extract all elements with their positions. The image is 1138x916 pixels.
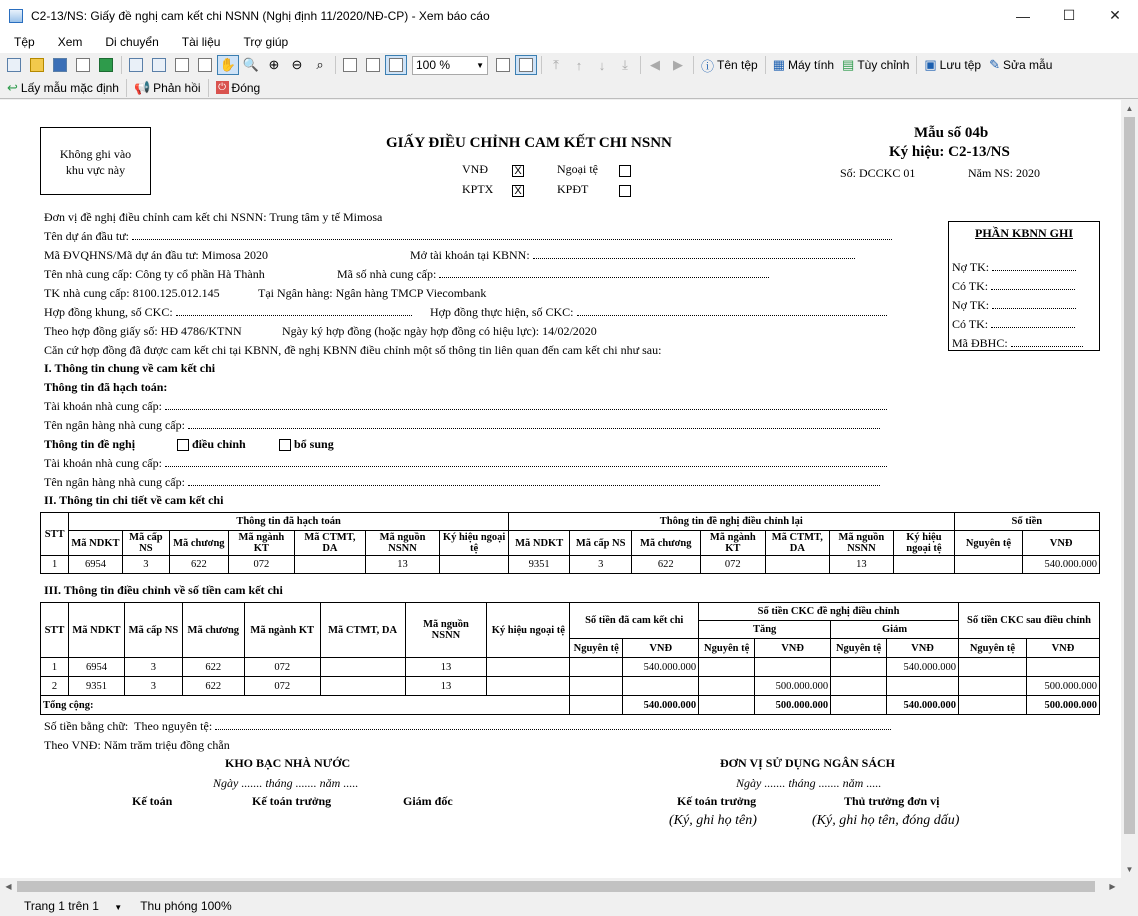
forward-button[interactable]: ▶ [673, 57, 683, 72]
th3-increase: Tăng [699, 621, 831, 639]
close-button[interactable]: ✕ [1109, 7, 1121, 23]
report-page [0, 100, 1121, 878]
horizontal-scroll-thumb[interactable] [17, 881, 1095, 892]
requesting-unit: Đơn vị đề nghị điều chỉnh cam kết chi NSNN: Trung tâm y tế Mimosa [44, 210, 383, 224]
th3-cap-ns: Mã cấp NS [124, 603, 182, 658]
foreign-currency-checkbox[interactable] [619, 165, 631, 177]
no-write-line2: khu vực này [65, 163, 126, 177]
project-name-label: Tên dự án đầu tư: [44, 229, 129, 243]
maximize-button[interactable]: ☐ [1062, 7, 1076, 23]
menu-tep[interactable]: Tệp [14, 35, 35, 49]
unit-head-title: Thủ trưởng đơn vị [844, 794, 940, 808]
cell-cap-ns: 3 [124, 658, 182, 677]
toolbar-separator [335, 56, 336, 74]
supplier-account-label-1: Tài khoản nhà cung cấp: [44, 399, 162, 413]
file-name-label: Tên tệp [717, 58, 758, 72]
report-title: GIẤY ĐIỀU CHỈNH CAM KẾT CHI NSNN [386, 135, 672, 151]
cell-nganh-kt-2: 072 [700, 556, 766, 574]
cell-ctmt [295, 556, 366, 574]
th-ctmt: Mã CTMT, DA [295, 531, 366, 556]
cell-decrease-vnd [887, 677, 959, 696]
horizontal-scrollbar[interactable] [0, 878, 1121, 895]
budget-year: Năm NS: 2020 [968, 166, 1040, 180]
page-width-button[interactable] [339, 55, 361, 75]
th-nguon-2: Mã nguồn NSNN [829, 531, 894, 556]
table-icon [129, 58, 143, 72]
total-row [41, 696, 1100, 715]
accountant-title: Kế toán [132, 794, 173, 808]
last-page-button[interactable]: ⤓ [622, 57, 628, 72]
calculator-button[interactable] [769, 55, 838, 75]
th3-committed: Số tiền đã cam kết chi [570, 603, 699, 639]
report-viewport[interactable] [0, 100, 1121, 878]
title-bar [0, 0, 1138, 31]
th3-after: Số tiền CKC sau điều chỉnh [958, 603, 1099, 639]
hand-tool-button[interactable]: ✋ [217, 55, 239, 75]
vnd-label: VNĐ [462, 162, 488, 176]
treasury-date: Ngày ....... tháng ....... năm ..... [213, 776, 359, 790]
th3-nt-3: Nguyên tệ [831, 639, 887, 658]
save-file-icon: ▣ [924, 57, 937, 72]
chevron-down-icon: ▼ [114, 902, 123, 912]
cell-committed-vnd [623, 677, 699, 696]
basis-statement: Căn cứ hợp đồng đã được cam kết chi tại KBNN, đề nghị KBNN điều chỉnh một số thông tin liên quan đến cam kết chi như sau: [44, 343, 662, 357]
find-button[interactable] [148, 55, 170, 75]
original-currency-label: Theo nguyên tệ: [134, 719, 213, 733]
th-nguyen-te: Nguyên tệ [954, 531, 1023, 556]
supplement-checkbox[interactable] [279, 439, 291, 451]
cell-committed-nt [570, 658, 623, 677]
customize-label: Tùy chỉnh [857, 58, 910, 72]
feedback-button[interactable] [130, 78, 205, 98]
foreign-currency-label: Ngoại tệ [557, 162, 598, 176]
save-file-label: Lưu tệp [939, 58, 982, 72]
contract-number: Theo hợp đồng giấy số: HĐ 4786/KTNN [44, 324, 242, 338]
scroll-right-icon[interactable]: ▶ [1109, 882, 1116, 891]
cell-kh-nt-2 [894, 556, 955, 574]
actual-size-button[interactable] [385, 55, 407, 75]
cell-nguon: 13 [365, 556, 440, 574]
cell-decrease-vnd: 540.000.000 [887, 658, 959, 677]
th-ctmt-2: Mã CTMT, DA [766, 531, 830, 556]
undo-arrow-icon: ↩ [7, 79, 18, 95]
page-indicator[interactable] [12, 899, 122, 913]
menu-tro-giup[interactable]: Trợ giúp [243, 35, 289, 49]
cell-after-nt [958, 677, 1026, 696]
amount-words-label: Số tiền bằng chữ: [44, 719, 129, 733]
th-chuong: Mã chương [170, 531, 228, 556]
zoom-select[interactable] [412, 56, 488, 75]
th3-ndkt: Mã NDKT [68, 603, 124, 658]
th3-nt-4: Nguyên tệ [958, 639, 1026, 658]
cell-after-vnd: 500.000.000 [1026, 677, 1099, 696]
scroll-corner [1121, 878, 1138, 895]
default-template-button[interactable] [3, 78, 123, 98]
cell-ndkt: 9351 [68, 677, 124, 696]
open-button[interactable] [26, 55, 48, 75]
single-page-icon [496, 58, 510, 72]
toolbar-separator [541, 56, 542, 74]
th3-vnd-2: VNĐ [755, 639, 831, 658]
whole-page-button[interactable] [362, 55, 384, 75]
th3-chuong: Mã chương [182, 603, 244, 658]
th-chuong-2: Mã chương [631, 531, 700, 556]
supplier-name: Tên nhà cung cấp: Công ty cổ phần Hà Thành [44, 267, 265, 281]
th3-ctmt: Mã CTMT, DA [320, 603, 405, 658]
app-icon [9, 9, 23, 23]
toolbar-separator [916, 56, 917, 74]
next-page-button[interactable]: ↓ [598, 57, 606, 73]
section-2-title: II. Thông tin chi tiết về cam kết chi [44, 493, 224, 507]
form-number: Mẫu số 04b [914, 125, 989, 141]
zoom-out-button[interactable]: ⊖ [291, 57, 303, 72]
supplier-account: TK nhà cung cấp: 8100.125.012.145 [44, 286, 220, 300]
floppy-icon [53, 58, 67, 72]
export-button[interactable] [72, 55, 94, 75]
menu-bar [0, 31, 1138, 53]
customize-icon: ▤ [842, 57, 855, 72]
table-row [41, 658, 1100, 677]
kbnn-co-tk-1: Có TK: [952, 279, 989, 293]
cell-chuong: 622 [170, 556, 228, 574]
cell-chuong: 622 [182, 658, 244, 677]
kbnn-no-tk-2: Nợ TK: [952, 298, 990, 312]
send-icon [99, 58, 113, 72]
cell-nganh-kt: 072 [244, 658, 320, 677]
th-stt: STT [41, 513, 69, 556]
close-report-label: Đóng [231, 80, 261, 95]
th-vnd: VNĐ [1023, 531, 1100, 556]
power-icon: ⏻ [216, 81, 229, 94]
th3-vnd-4: VNĐ [1026, 639, 1099, 658]
section-3-title: III. Thông tin điều chỉnh về số tiền cam kết chi [44, 583, 283, 597]
supplier-code-label: Mã số nhà cung cấp: [337, 267, 437, 281]
cell-cap-ns: 3 [122, 556, 169, 574]
export-icon [76, 58, 90, 72]
total-after-nt [958, 696, 1026, 715]
th3-vnd-1: VNĐ [623, 639, 699, 658]
execution-contract-label: Hợp đồng thực hiện, số CKC: [430, 305, 574, 319]
cell-increase-nt [699, 677, 755, 696]
actual-size-icon [389, 58, 403, 72]
supplier-bank: Tại Ngân hàng: Ngân hàng TMCP Viecombank [258, 286, 487, 300]
binoculars-icon [152, 58, 166, 72]
total-committed-vnd: 540.000.000 [623, 696, 699, 715]
megaphone-icon: 📢 [133, 79, 151, 95]
total-committed-nt [570, 696, 623, 715]
multi-page-button[interactable] [515, 55, 537, 75]
th3-proposed: Số tiền CKC đề nghị điều chỉnh [699, 603, 959, 621]
th3-nganh-kt: Mã ngành KT [244, 603, 320, 658]
cell-increase-nt [699, 658, 755, 677]
supplement-label: bổ sung [294, 437, 334, 451]
save-file-button[interactable] [920, 55, 985, 75]
cell-ctmt [320, 677, 405, 696]
folder-icon [30, 58, 44, 72]
budget-unit-heading: ĐƠN VỊ SỬ DỤNG NGÂN SÁCH [720, 756, 896, 770]
th-nganh-kt-2: Mã ngành KT [700, 531, 766, 556]
cell-increase-vnd: 500.000.000 [755, 677, 831, 696]
th-cap-ns-2: Mã cấp NS [570, 531, 632, 556]
th-kh-nt: Ký hiệu ngoại tệ [440, 531, 509, 556]
budget-unit-date: Ngày ....... tháng ....... năm ..... [736, 776, 882, 790]
table-row [41, 677, 1100, 696]
preview-button[interactable] [194, 55, 216, 75]
first-page-button[interactable]: ⤒ [553, 57, 559, 72]
sign-stamp-note: (Ký, ghi họ tên, đóng dấu) [812, 813, 960, 828]
cell-nganh-kt: 072 [244, 677, 320, 696]
edit-icon: ✎ [989, 57, 1000, 72]
th-nganh-kt: Mã ngành KT [228, 531, 295, 556]
supplier-account-label-2: Tài khoản nhà cung cấp: [44, 456, 162, 470]
th3-kh-nt: Ký hiệu ngoại tệ [487, 603, 570, 658]
unit-chief-accountant-title: Kế toán trưởng [677, 794, 757, 808]
total-label: Tổng cộng: [41, 696, 570, 715]
kbnn-box [948, 221, 1100, 351]
save-button[interactable] [49, 55, 71, 75]
cell-decrease-nt [831, 658, 887, 677]
toolbar-separator [208, 79, 209, 97]
cell-kh-nt [487, 658, 570, 677]
cell-cap-ns: 3 [124, 677, 182, 696]
amount-vnd-words: Theo VNĐ: Năm trăm triệu đồng chẵn [44, 738, 230, 752]
default-template-label: Lấy mẫu mặc định [20, 80, 119, 95]
kbnn-co-tk-2: Có TK: [952, 317, 989, 331]
menu-di-chuyen[interactable]: Di chuyển [105, 35, 159, 49]
no-write-line1: Không ghi vào [59, 147, 132, 161]
kpdt-checkbox[interactable] [619, 185, 631, 197]
cell-vnd: 540.000.000 [1023, 556, 1100, 574]
section-1-title: I. Thông tin chung về cam kết chi [44, 361, 216, 375]
cell-stt: 2 [41, 677, 69, 696]
kbnn-account-label: Mở tài khoản tại KBNN: [410, 248, 530, 262]
edit-template-button[interactable] [985, 55, 1056, 75]
menu-tai-lieu[interactable]: Tài liệu [181, 35, 221, 49]
total-after-vnd: 500.000.000 [1026, 696, 1099, 715]
adjust-checkbox[interactable] [177, 439, 189, 451]
edit-template-label: Sửa mẫu [1002, 58, 1053, 72]
scroll-up-icon[interactable]: ▲ [1125, 104, 1134, 113]
th3-stt: STT [41, 603, 69, 658]
kbnn-box-title: PHẦN KBNN GHI [974, 226, 1073, 240]
vertical-scrollbar[interactable] [1121, 100, 1138, 878]
director-title: Giám đốc [403, 794, 453, 808]
sign-note: (Ký, ghi họ tên) [669, 813, 757, 828]
total-increase-nt [699, 696, 755, 715]
calculator-icon: ▦ [772, 57, 786, 72]
file-name-button[interactable] [697, 55, 762, 75]
cell-nguon: 13 [405, 658, 487, 677]
chevron-down-icon: ▼ [476, 60, 484, 70]
proposed-info-title: Thông tin đề nghị [44, 437, 136, 451]
close-report-button[interactable] [212, 78, 265, 98]
page-width-icon [343, 58, 357, 72]
cell-cap-ns-2: 3 [570, 556, 632, 574]
send-button[interactable] [95, 55, 117, 75]
cell-after-nt [958, 658, 1026, 677]
zoom-tool-button[interactable]: 🔍 [242, 57, 260, 72]
toolbar-separator [765, 56, 766, 74]
toolbar-secondary [0, 77, 1138, 99]
page-setup-icon [175, 58, 189, 72]
toolbar-main [0, 53, 1138, 77]
prev-page-button[interactable]: ↑ [575, 57, 583, 73]
unit-code: Mã ĐVQHNS/Mã dự án đầu tư: Mimosa 2020 [44, 248, 268, 262]
window-title: C2-13/NS: Giấy đề nghị cam kết chi NSNN (Nghị định 11/2020/NĐ-CP) - Xem báo cáo [31, 8, 490, 23]
total-decrease-vnd: 540.000.000 [887, 696, 959, 715]
preview-icon [198, 58, 212, 72]
kbnn-dbhc: Mã ĐBHC: [952, 336, 1008, 350]
params-button[interactable] [125, 55, 147, 75]
th-ndkt: Mã NDKT [69, 531, 122, 556]
cell-stt: 1 [41, 658, 69, 677]
th3-decrease: Giảm [831, 621, 959, 639]
th3-nt-2: Nguyên tệ [699, 639, 755, 658]
kbnn-no-tk-1: Nợ TK: [952, 260, 990, 274]
adjustment-table [40, 602, 1100, 715]
toolbar-separator [121, 56, 122, 74]
th-amount: Số tiền [954, 513, 1099, 531]
detail-table [40, 512, 1100, 574]
page-indicator-label: Trang 1 trên 1 [24, 898, 99, 913]
adjust-label: điều chỉnh [192, 437, 246, 451]
scroll-down-icon[interactable]: ▼ [1125, 865, 1134, 874]
back-button[interactable]: ◀ [650, 57, 660, 72]
cell-ctmt [320, 658, 405, 677]
cell-stt: 1 [41, 556, 69, 574]
zoom-indicator: Thu phóng 100% [140, 898, 232, 913]
cell-kh-nt [440, 556, 509, 574]
info-icon: ⓘ [701, 58, 715, 74]
treasury-heading: KHO BẠC NHÀ NƯỚC [225, 756, 351, 770]
th3-nt-1: Nguyên tệ [570, 639, 623, 658]
th3-vnd-3: VNĐ [887, 639, 959, 658]
zoom-multi-button[interactable]: ⌕ [316, 57, 324, 72]
total-decrease-nt [831, 696, 887, 715]
cell-committed-vnd: 540.000.000 [623, 658, 699, 677]
menu-xem[interactable]: Xem [57, 35, 83, 49]
accounted-info-title: Thông tin đã hạch toán: [44, 380, 168, 394]
cell-kh-nt [487, 677, 570, 696]
supplier-bank-label-1: Tên ngân hàng nhà cung cấp: [44, 418, 185, 432]
cell-ndkt: 6954 [69, 556, 122, 574]
toolbar-separator [126, 79, 127, 97]
status-bar [0, 895, 1138, 916]
form-symbol: Ký hiệu: C2-13/NS [889, 144, 1010, 160]
scroll-left-icon[interactable]: ◀ [5, 882, 12, 891]
print-button[interactable] [3, 55, 25, 75]
zoom-value: 100 % [416, 58, 451, 72]
cell-nguyen-te [954, 556, 1023, 574]
cell-nguon-2: 13 [829, 556, 894, 574]
total-increase-vnd: 500.000.000 [755, 696, 831, 715]
page-setup-button[interactable] [171, 55, 193, 75]
cell-chuong: 622 [182, 677, 244, 696]
cell-nganh-kt: 072 [228, 556, 295, 574]
th-ndkt-2: Mã NDKT [508, 531, 570, 556]
frame-contract-label: Hợp đồng khung, số CKC: [44, 305, 173, 319]
minimize-button[interactable]: — [1016, 7, 1030, 24]
cell-increase-vnd [755, 658, 831, 677]
cell-chuong-2: 622 [631, 556, 700, 574]
cell-decrease-nt [831, 677, 887, 696]
feedback-label: Phản hồi [153, 80, 201, 95]
kpdt-label: KPĐT [557, 182, 589, 196]
cell-committed-nt [570, 677, 623, 696]
contract-date: Ngày ký hợp đồng (hoặc ngày hợp đồng có hiệu lực): 14/02/2020 [282, 324, 597, 338]
toolbar-separator [693, 56, 694, 74]
no-write-box [40, 127, 151, 195]
toolbar-separator [640, 56, 641, 74]
chief-accountant-title: Kế toán trưởng [252, 794, 332, 808]
vnd-checkbox[interactable]: X [512, 165, 524, 177]
cell-ctmt-2 [766, 556, 830, 574]
vertical-scroll-thumb[interactable] [1124, 117, 1135, 834]
calculator-label: Máy tính [788, 58, 835, 72]
kptx-label: KPTX [462, 182, 494, 196]
cell-ndkt-2: 9351 [508, 556, 570, 574]
whole-page-icon [366, 58, 380, 72]
th-nguon: Mã nguồn NSNN [365, 531, 440, 556]
th-proposed-info: Thông tin đề nghị điều chỉnh lại [508, 513, 954, 531]
cell-ndkt: 6954 [68, 658, 124, 677]
th-cap-ns: Mã cấp NS [122, 531, 169, 556]
printer-icon [7, 58, 21, 72]
multi-page-icon [519, 58, 533, 72]
th-kh-nt-2: Ký hiệu ngoại tệ [894, 531, 955, 556]
cell-nguon: 13 [405, 677, 487, 696]
kptx-checkbox[interactable]: X [512, 185, 524, 197]
cell-after-vnd [1026, 658, 1099, 677]
table-row [41, 556, 1100, 574]
doc-number: Số: DCCKC 01 [840, 166, 916, 180]
customize-button[interactable] [838, 55, 913, 75]
th3-nguon: Mã nguồn NSNN [405, 603, 487, 658]
supplier-bank-label-2: Tên ngân hàng nhà cung cấp: [44, 475, 185, 489]
zoom-in-button[interactable]: ⊕ [268, 57, 280, 72]
single-page-button[interactable] [492, 55, 514, 75]
th-accounted-info: Thông tin đã hạch toán [69, 513, 509, 531]
